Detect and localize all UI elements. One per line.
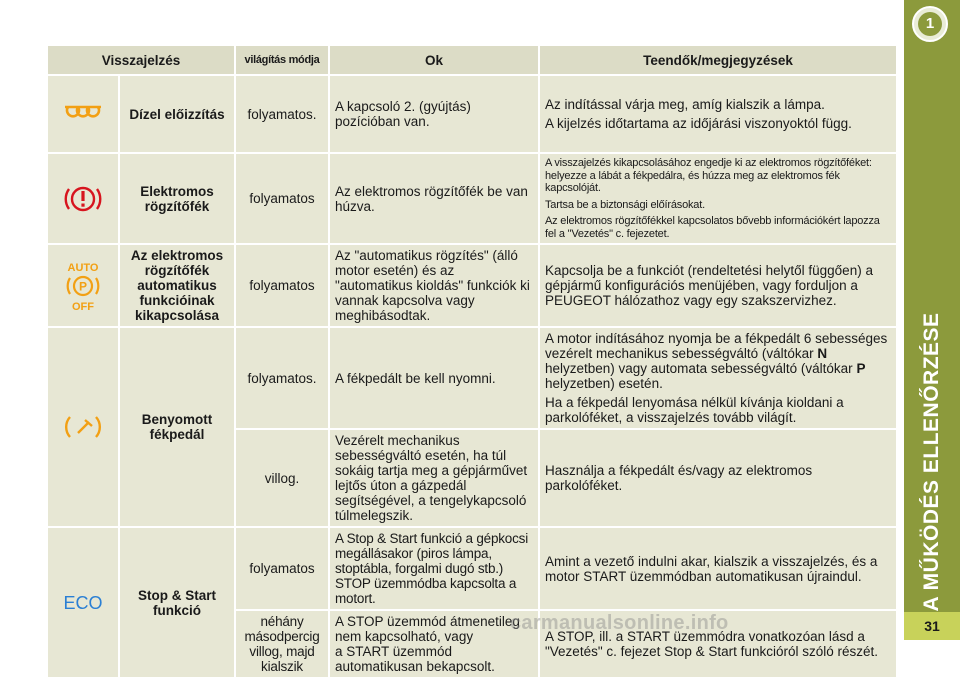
table-row (48, 328, 896, 428)
cause-text: A kapcsoló 2. (gyújtás) pozícióban van. (330, 76, 538, 152)
lighting-mode: folyamatos (236, 528, 328, 609)
note: Ha a fékpedál lenyomása nélkül kívánja kioldani a parkolóféket, a visszajelzés tovább világít. (545, 395, 844, 425)
lighting-mode: folyamatos (236, 245, 328, 326)
page-number: 31 (904, 612, 960, 640)
note: Az indítással várja meg, amíg kialszik a lámpa. (545, 97, 825, 112)
glow-plug-coil-icon (48, 76, 118, 152)
notes-cell (540, 76, 896, 152)
brake-pedal-icon (48, 328, 118, 526)
notes-cell (540, 245, 896, 326)
header-action: Teendők/megjegyzések (540, 46, 896, 74)
note: A motor indításához nyomja be a fékpedált 6 sebességes vezérelt mechanikus sebességváltó (váltókar N helyzetben) vagy automata sebességváltó (váltókar P helyzetben) esetén. (545, 331, 888, 391)
warning-lamp-table (46, 44, 898, 679)
lamp-name: Dízel előizzítás (120, 76, 234, 152)
note: A kijelzés időtartama az időjárási viszonyoktól függ. (545, 116, 852, 131)
cause-text: Az elektromos rögzítőfék be van húzva. (330, 154, 538, 243)
lamp-name: Benyomott fékpedál (120, 328, 234, 526)
chapter-badge (912, 6, 948, 42)
cause-text: A fékpedált be kell nyomni. (330, 328, 538, 428)
lighting-mode: néhány másodpercig villog, majd kialszik (236, 611, 328, 677)
cause-text: A Stop & Start funkció a gépkocsi megállásakor (piros lámpa, stoptábla, forgalmi dugó stb.) STOP üzemmódba kapcsolta a motort. (330, 528, 538, 609)
chapter-number: 1 (918, 12, 942, 36)
notes-cell (540, 430, 896, 526)
eco-stop-start-icon (48, 528, 118, 677)
note: A visszajelzés kikapcsolásához engedje ki az elektromos rögzítőféket: helyezze a lábát a fékpedálra, és húzza meg az elektromos fék kapcsolóját. (545, 157, 872, 194)
lighting-mode: folyamatos (236, 154, 328, 243)
lighting-mode: villog. (236, 430, 328, 526)
note: A STOP, ill. a START üzemmódra vonatkozóan lásd a "Vezetés" c. fejezet Stop & Start funkcióról szóló részét. (545, 629, 878, 659)
chapter-title: A MŰKÖDÉS ELLENŐRZÉSE (920, 312, 943, 612)
notes-cell (540, 528, 896, 609)
table-row (48, 245, 896, 326)
cause-line: a START üzemmód automatikusan bekapcsolt. (335, 644, 495, 674)
lamp-name: Az elektromos rögzítőfék automatikus funkcióinak kikapcsolása (120, 245, 234, 326)
off-label: OFF (72, 300, 94, 312)
cause-text: Az "automatikus rögzítés" (álló motor esetén) és az "automatikus kioldás" funkciók ki vannak kapcsolva vagy meghibásodtak. (330, 245, 538, 326)
auto-parking-off-icon (48, 245, 118, 326)
eco-label: ECO (63, 592, 103, 613)
table-row (48, 528, 896, 609)
notes-cell (540, 328, 896, 428)
note: Tartsa be a biztonsági előírásokat. (545, 198, 705, 211)
auto-label: AUTO (67, 261, 99, 274)
notes-cell (540, 154, 896, 243)
lighting-mode: folyamatos. (236, 328, 328, 428)
lamp-name: Elektromos rögzítőfék (120, 154, 234, 243)
watermark: carmanualsonline.info (510, 612, 729, 634)
p-label: P (78, 279, 88, 293)
table-row (48, 76, 896, 152)
header-cause: Ok (330, 46, 538, 74)
note: Az elektromos rögzítőfékkel kapcsolatos bővebb információkért lapozza fel a "Vezetés" c. fejezetet. (545, 215, 880, 240)
header-signal: Visszajelzés (48, 46, 234, 74)
cause-line: A STOP üzemmód átmenetileg nem kapcsolható, vagy (335, 614, 520, 644)
lighting-mode: folyamatos. (236, 76, 328, 152)
table-header-row (48, 46, 896, 74)
cause-text: Vezérelt mechanikus sebességváltó esetén, ha túl sokáig tartja meg a gépjárművet lejtős úton a gázpedál segítségével, a tengelykapcsoló túlmelegszik. (330, 430, 538, 526)
note: Amint a vezető indulni akar, kialszik a visszajelzés, és a motor START üzemmódban automatikusan újraindul. (545, 553, 878, 584)
note: Kapcsolja be a funkciót (rendeltetési helytől függően) a gépjármű konfigurációs menüjében, vagy forduljon a PEUGEOT hálózathoz vagy egy szakszervizhez. (545, 263, 873, 308)
table-row (48, 154, 896, 243)
cause-text (330, 611, 538, 677)
electric-parking-brake-icon (48, 154, 118, 243)
header-lighting-mode: világítás módja (236, 46, 328, 74)
lamp-name: Stop & Start funkció (120, 528, 234, 677)
note: Használja a fékpedált és/vagy az elektromos parkolóféket. (545, 463, 813, 493)
